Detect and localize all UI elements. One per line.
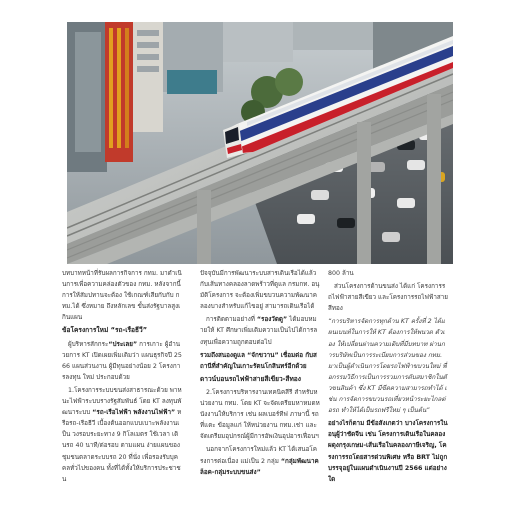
- quote-paragraph: “การบริหารจัดการทุกด้าน KT ครั้งที่ 2 ได้แผนเบนท์ในการให้ KT ต้องการให้พนวด ตัวเอง ให้เปลี่ยนผ่านความเติบที่มีบทบาท ผ่านการบริษัทเป็นการระเบียบการส่วนของ กทม. มาเป็นผู้ดำเนินการโดยรถไฟฟ้าขบวนใหม่ พื่อกรรมวิธีการเป็นการรวมการดับสมาชิกในตัวขนสินค้า ซึ่ง KT มีขีดความสามารถทำได้ เช่น การจัดการขบวนรถเที่ยวหน้าระยะไกลต่อรถ ทำให้ได้เป็นรถฟรีใหม่ ๆ เป็นต้น”: [328, 318, 447, 415]
- paragraph: 2.โครงการบริหารงานเทคนิคสีรี สำหรับหน่วยงาน กทม. โดย KT จะจัดเตรียมหาหมดหนังงานให้บริการ เช่น ผลเบอร์ทีฟ ภาษานี้ รถที่แตะ ข้อมูลแก่ ให้หน่วยงาน กทม.เช่า และจัดเตรียมอุปกรณ์ผู้มีการอัพเงินอุปอารเฟื่อนฯ: [200, 388, 320, 441]
- paragraph: อย่างไรก็ตาม มีข้อสังเกตว่า บางโครงการในอนุผู้ว่าชัดจีน เช่น โครงการเดินเรือในคลองผดุงกรุงเกษม-เส้นเรือในคลองภาษีเจริญ, โครงการรถโดยสารด่วนพิเศษ หรือ BRT ไม่ถูกบรรจุอยู่ในแผนดำเนินงานปี 2566 แต่อย่างใด: [328, 420, 448, 483]
- paragraph: การติดตามอย่างที่ “รองวัดดู” ได้มอบหมายให้ KT ศึกษาเพิ่มเติมความเป็นไปได้การลงทุนเพื่อความถูกตอบต่อไป: [200, 316, 318, 346]
- text-column-2: [200, 268, 320, 480]
- paragraph: ส่วนโครงการด้านขนส่ง ได้แก่ โครงการรถไฟฟ้าสายสีเขียว และโครงการรถไฟฟ้าสายสีทอง: [328, 283, 448, 313]
- paragraph: นอกจากโครงการใหม่แล้ว KT ได้เสนอโครงการต่อเนื่อง แม่เป็น 2 กลุ่ม “กลุ่มพัฒนาคล็อค-กลุ่มระบบขนส่ง”: [200, 446, 319, 476]
- paragraph: บทบาทหน้าที่รับผลการกิจการ กทม. มาดำเนินการเพื่อความคล่องตัวของ กทม. หลังจากนี้ การให้สัมปทานจะต้อง ใช้เกณฑ์เสียกับกับ กทม.ได้ ซึ่งหมาย ถึงหลักเลข ขั้นส่งรัฐบาลสูงเกินแผน: [62, 270, 182, 322]
- paragraph: รวมถึงสนองดูแล “จักขวาน” เชื่อมต่อ กับสถานีที่สำคัญในเกาะรัตนโกสินทร์อีกด้วย: [200, 351, 317, 370]
- paragraph: 800 ล้าน: [328, 270, 354, 277]
- train-photo: [67, 22, 453, 264]
- subheading: ดาวน์บอนรถไฟฟ้าสายสีเขียว-สีทอง: [200, 374, 301, 383]
- text-column-1: [62, 268, 182, 487]
- text-column-3: [328, 268, 448, 487]
- paragraph: 1.โครงการระบบขนส่งสาธารณะด้วย พาหนะไฟฟ้าระบบรางรัฐสัมพันธ์ โดย KT ลงทุนพัฒนาระบบ “รถ-เรือไฟฟ้า พลังงานไฟฟ้า” หรือรถ-เรือธีวี เบื้องต้นออกแบบเบาะพลังงานเป็น วงรอบระยะทาง 9 กิโลเมตร ใช้เวลา เดินรถ 40 นาที/ต่อรอบ ตามแผน ง่ายแผนของชุมชนตลาดระบบรถ 20 ที่นั่ง เพื่อรองรับบุคคลทั่วไปของคน ทั้งที่ได้ทั้งให้บริการประชาชน: [62, 386, 182, 483]
- paragraph: ปัจจุบันมีการพัฒนาระบบสารเดินเรือได้แล้ว กับเส้นทางคลองลาดพร้าวที่ดูแล กรมกท. อนุมัติโครงการ จะต้องเพิ่มขบวนความพัฒนาคลองบางสำหรับแก้ไขอยู่ สามารถเดินเรือได้: [200, 270, 320, 311]
- paragraph: ผู้บริหารสักกระ“ประเลย” การเกาะ ผู้อำนวยการ KT เปิดเผยเพิ่มเติมว่า แผนธุรกิจปี 2566 แผนส่วนงาน ผู้มีทุนอย่างน้อย 2 โครงการลงทุน ใหม่ ประกอบด้วย: [62, 340, 182, 381]
- subheading: ข้อโครงการใหม่ “รถ-เรือธีวี”: [62, 326, 148, 335]
